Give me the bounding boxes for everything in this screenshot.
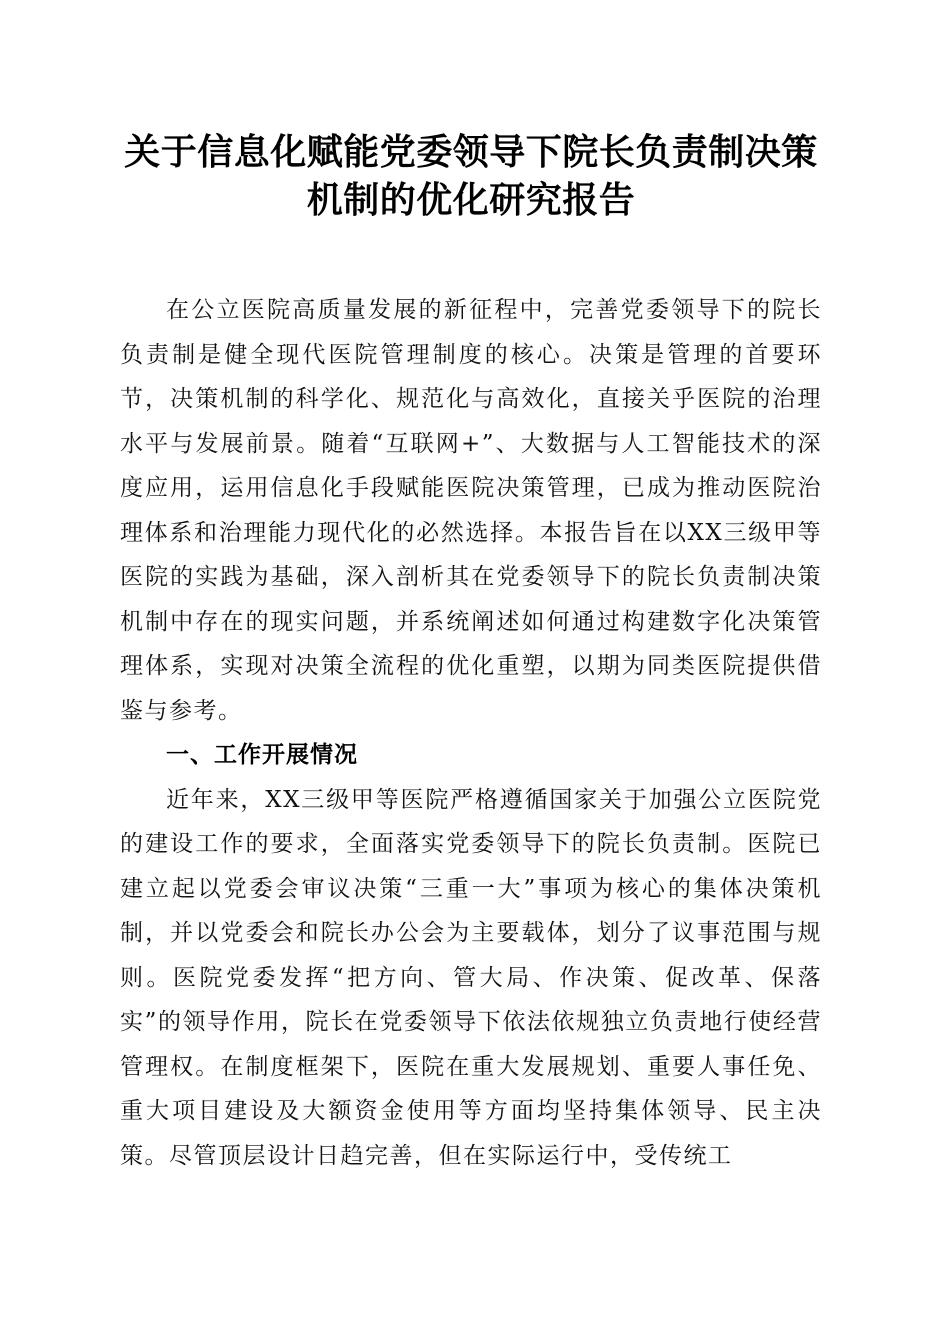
document-title: 关于信息化赋能党委领导下院长负责制决策机制的优化研究报告 — [124, 131, 818, 221]
section-1-paragraph: 近年来，XX三级甲等医院严格遵循国家关于加强公立医院党的建设工作的要求，全面落实党委领导下的院长负责制。医院已建立起以党委会审议决策“三重一大”事项为核心的集体决策机制，并以党委会和院长办公会为主要载体，划分了议事范围与规则。医院党委发挥“把方向、管大局、作决策、促改革、保落实”的领导作用，院长在党委领导下依法依规独立负责地行使经营管理权。在制度框架下，医院在重大发展规划、重要人事任免、重大项目建设及大额资金使用等方面均坚持集体领导、民主决策。尽管顶层设计日趋完善，但在实际运行中，受传统工 — [120, 786, 822, 1169]
document-body — [120, 288, 822, 1178]
section-heading-1: 一、工作开展情况 — [166, 742, 358, 768]
intro-paragraph: 在公立医院高质量发展的新征程中，完善党委领导下的院长负责制是健全现代医院管理制度的核心。决策是管理的首要环节，决策机制的科学化、规范化与高效化，直接关乎医院的治理水平与发展前景。随着“互联网+”、大数据与人工智能技术的深度应用，运用信息化手段赋能医院决策管理，已成为推动医院治理体系和治理能力现代化的必然选择。本报告旨在以XX三级甲等医院的实践为基础，深入剖析其在党委领导下的院长负责制决策机制中存在的现实问题，并系统阐述如何通过构建数字化决策管理体系，实现对决策全流程的优化重塑，以期为同类医院提供借鉴与参考。 — [120, 297, 822, 724]
